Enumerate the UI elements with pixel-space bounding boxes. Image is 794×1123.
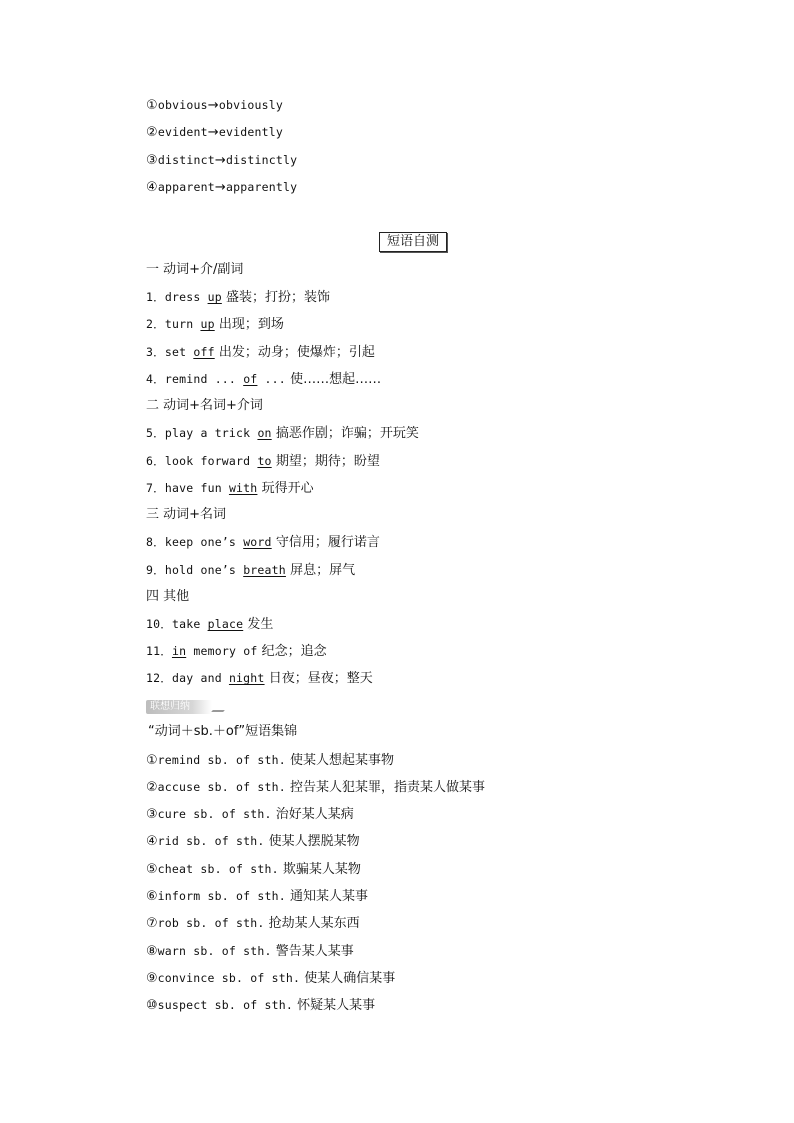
association-tag: 联想归纳 (146, 700, 212, 714)
summary-item: ⑦rob sb. of sth. 抢劫某人某东西 (146, 916, 360, 931)
phrase-item: 7．have fun with 玩得开心 (146, 481, 314, 496)
phrase-item: 12．day and night 日夜；昼夜；整天 (146, 671, 373, 686)
phrase-item: 3．set off 出发；动身；使爆炸；引起 (146, 345, 375, 360)
answer-blank: on (257, 426, 272, 440)
answer-blank: breath (243, 563, 286, 577)
answer-blank: in (171, 644, 187, 658)
phrase-item: 5．play a trick on 搞恶作剧；诈骗；开玩笑 (146, 426, 419, 441)
summary-item: ②accuse sb. of sth. 控告某人犯某罪，指责某人做某事 (146, 780, 486, 795)
adverb-item: ③distinct→distinctly (146, 153, 298, 168)
summary-item: ⑧warn sb. of sth. 警告某人某事 (146, 944, 354, 959)
answer-blank: to (257, 454, 272, 468)
answer-blank: with (228, 481, 258, 495)
adverb-item: ④apparent→apparently (146, 180, 298, 195)
answer-blank: night (228, 671, 265, 685)
phrase-item: 9．hold one’s breath 屏息；屏气 (146, 563, 356, 578)
group-heading: 四 其他 (146, 589, 190, 604)
group-heading: 一 动词+介/副词 (146, 262, 244, 277)
answer-blank: of (243, 372, 258, 386)
answer-blank: up (200, 317, 215, 331)
summary-item: ⑩suspect sb. of sth. 怀疑某人某事 (146, 998, 376, 1013)
summary-title: “动词＋sb.＋of”短语集锦 (148, 724, 298, 739)
summary-item: ⑥inform sb. of sth. 通知某人某事 (146, 889, 369, 904)
phrase-item: 6．look forward to 期望；期待；盼望 (146, 454, 380, 469)
summary-item: ④rid sb. of sth. 使某人摆脱某物 (146, 834, 360, 849)
section-title: 短语自测 (379, 232, 447, 252)
answer-blank: up (207, 290, 222, 304)
phrase-item: 1．dress up 盛装；打扮；装饰 (146, 290, 330, 305)
adverb-item: ①obvious→obviously (146, 98, 283, 113)
summary-item: ⑤cheat sb. of sth. 欺骗某人某物 (146, 862, 361, 877)
answer-blank: word (243, 535, 272, 549)
group-heading: 三 动词+名词 (146, 507, 227, 522)
adverb-item: ②evident→evidently (146, 125, 283, 140)
phrase-item: 2．turn up 出现；到场 (146, 317, 284, 332)
summary-item: ①remind sb. of sth. 使某人想起某事物 (146, 753, 395, 768)
phrase-item: 4．remind ... of ... 使……想起…… (146, 372, 382, 387)
summary-item: ⑨convince sb. of sth. 使某人确信某事 (146, 971, 396, 986)
group-heading: 二 动词+名词+介词 (146, 398, 263, 413)
phrase-item: 8．keep one’s word 守信用；履行诺言 (146, 535, 380, 550)
summary-item: ③cure sb. of sth. 治好某人某病 (146, 807, 354, 822)
phrase-item: 10．take place 发生 (146, 617, 274, 632)
answer-blank: off (193, 345, 215, 359)
answer-blank: place (207, 617, 244, 631)
phrase-item: 11．in memory of 纪念；追念 (146, 644, 327, 659)
